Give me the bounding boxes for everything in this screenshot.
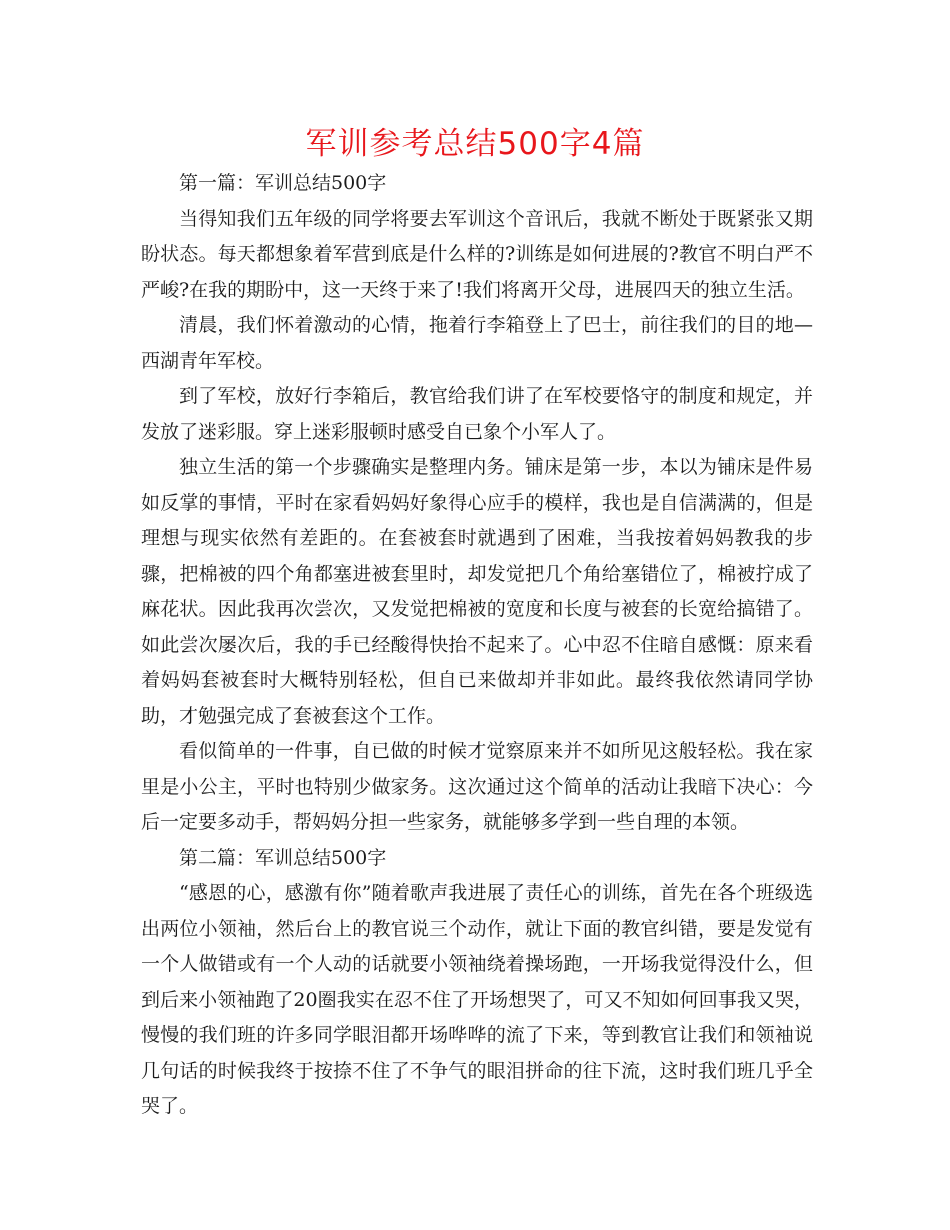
section-heading: 第二篇：军训总结500字 — [179, 846, 387, 869]
document-title: 军训参考总结500字4篇 — [305, 126, 645, 162]
paragraph: 独立生活的第一个步骤确实是整理内务。铺床是第一步，本以为铺床是件易如反掌的事情，平时在家看妈妈好象得心应手的模样，我也是自信满满的，但是理想与现实依然有差距的。在套被套时就遇到了困难，当我按着妈妈教我的步骤，把棉被的四个角都塞进被套里时，却发觉把几个角给塞错位了，棉被拧成了麻花状。因此我再次尝次，又发觉把棉被的宽度和长度与被套的长宽给搞错了。如此尝次屡次后，我的手已经酸得快抬不起来了。心中忍不住暗自感慨：原来看着妈妈套被套时大概特别轻松，但自已来做却并非如此。最终我依然请同学协助，才勉强完成了套被套这个工作。 — [141, 456, 813, 727]
paragraph: 清晨，我们怀着激动的心情，拖着行李箱登上了巴士，前往我们的目的地—西湖青年军校。 — [141, 314, 813, 372]
paragraph: 当得知我们五年级的同学将要去军训这个音讯后，我就不断处于既紧张又期盼状态。每天都想象着军营到底是什么样的?训练是如何进展的?教官不明白严不严峻?在我的期盼中，这一天终于来了!我们将离开父母，进展四天的独立生活。 — [141, 207, 813, 301]
paragraph: 到了军校，放好行李箱后，教官给我们讲了在军校要恪守的制度和规定，并发放了迷彩服。穿上迷彩服顿时感受自已象个小军人了。 — [141, 385, 813, 443]
paragraph: “感恩的心，感激有你”随着歌声我进展了责任心的训练，首先在各个班级选出两位小领袖，然后台上的教官说三个动作，就让下面的教官纠错，要是发觉有一个人做错或有一个人动的话就要小领袖绕着操场跑，一开场我觉得没什么，但到后来小领袖跑了20圈我实在忍不住了开场想哭了，可又不知如何回事我又哭，慢慢的我们班的许多同学眼泪都开场哗哗的流了下来，等到教官让我们和领袖说几句话的时候我终于按捺不住了不争气的眼泪拼命的往下流，这时我们班几乎全哭了。 — [141, 882, 813, 1117]
paragraph: 看似简单的一件事，自已做的时候才觉察原来并不如所见这般轻松。我在家里是小公主，平时也特别少做家务。这次通过这个简单的活动让我暗下决心：今后一定要多动手，帮妈妈分担一些家务，就能够多学到一些自理的本领。 — [141, 740, 813, 833]
section-heading: 第一篇：军训总结500字 — [179, 172, 387, 194]
document-body — [141, 166, 813, 1125]
